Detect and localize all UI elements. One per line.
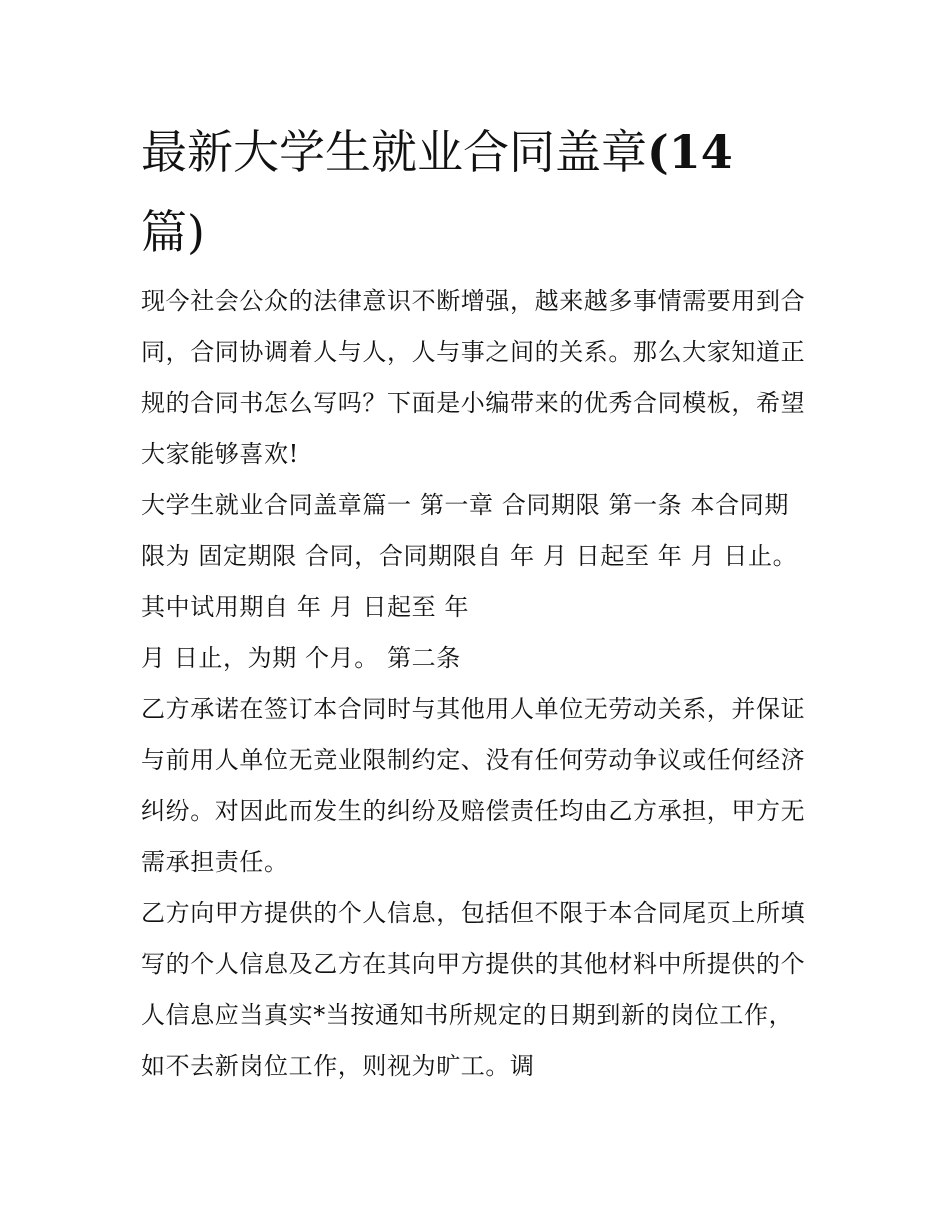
contract-line: 与前用人单位无竞业限制约定、没有任何劳动争议或任何经济 (141, 746, 806, 774)
title-text: 最新大学生就业合同盖章 (141, 125, 647, 179)
document-title (141, 112, 821, 272)
contract-line: 其中试用期自 年 月 日起至 年 (141, 593, 470, 621)
contract-line: 月 日止，为期 个月。 第二条 (141, 644, 461, 672)
contract-line: 人信息应当真实*当按通知书所规定的日期到新的岗位工作， (141, 1001, 794, 1029)
intro-line: 现今社会公众的法律意识不断增强，越来越多事情需要用到合 (141, 287, 806, 315)
contract-line: 乙方承诺在签订本合同时与其他用人单位无劳动关系，并保证 (141, 695, 806, 723)
title-count: (14 (647, 125, 733, 179)
contract-line: 如不去新岗位工作，则视为旷工。调 (141, 1052, 535, 1080)
intro-line: 规的合同书怎么写吗？下面是小编带来的优秀合同模板，希望 (141, 389, 806, 417)
contract-line: 乙方向甲方提供的个人信息，包括但不限于本合同尾页上所填 (141, 899, 806, 927)
intro-line: 同，合同协调着人与人，人与事之间的关系。那么大家知道正 (141, 338, 806, 366)
contract-line: 需承担责任。 (141, 848, 289, 876)
contract-line: 限为 固定期限 合同，合同期限自 年 月 日起至 年 月 日止。 (141, 542, 798, 570)
contract-line: 纠纷。对因此而发生的纠纷及赔偿责任均由乙方承担，甲方无 (141, 797, 806, 825)
document-body (141, 280, 831, 1096)
intro-line: 大家能够喜欢! (141, 440, 299, 468)
contract-line: 大学生就业合同盖章篇一 第一章 合同期限 第一条 本合同期 (141, 491, 789, 519)
contract-line: 写的个人信息及乙方在其向甲方提供的其他材料中所提供的个 (141, 950, 806, 978)
title-text-continued: 篇) (141, 205, 205, 259)
